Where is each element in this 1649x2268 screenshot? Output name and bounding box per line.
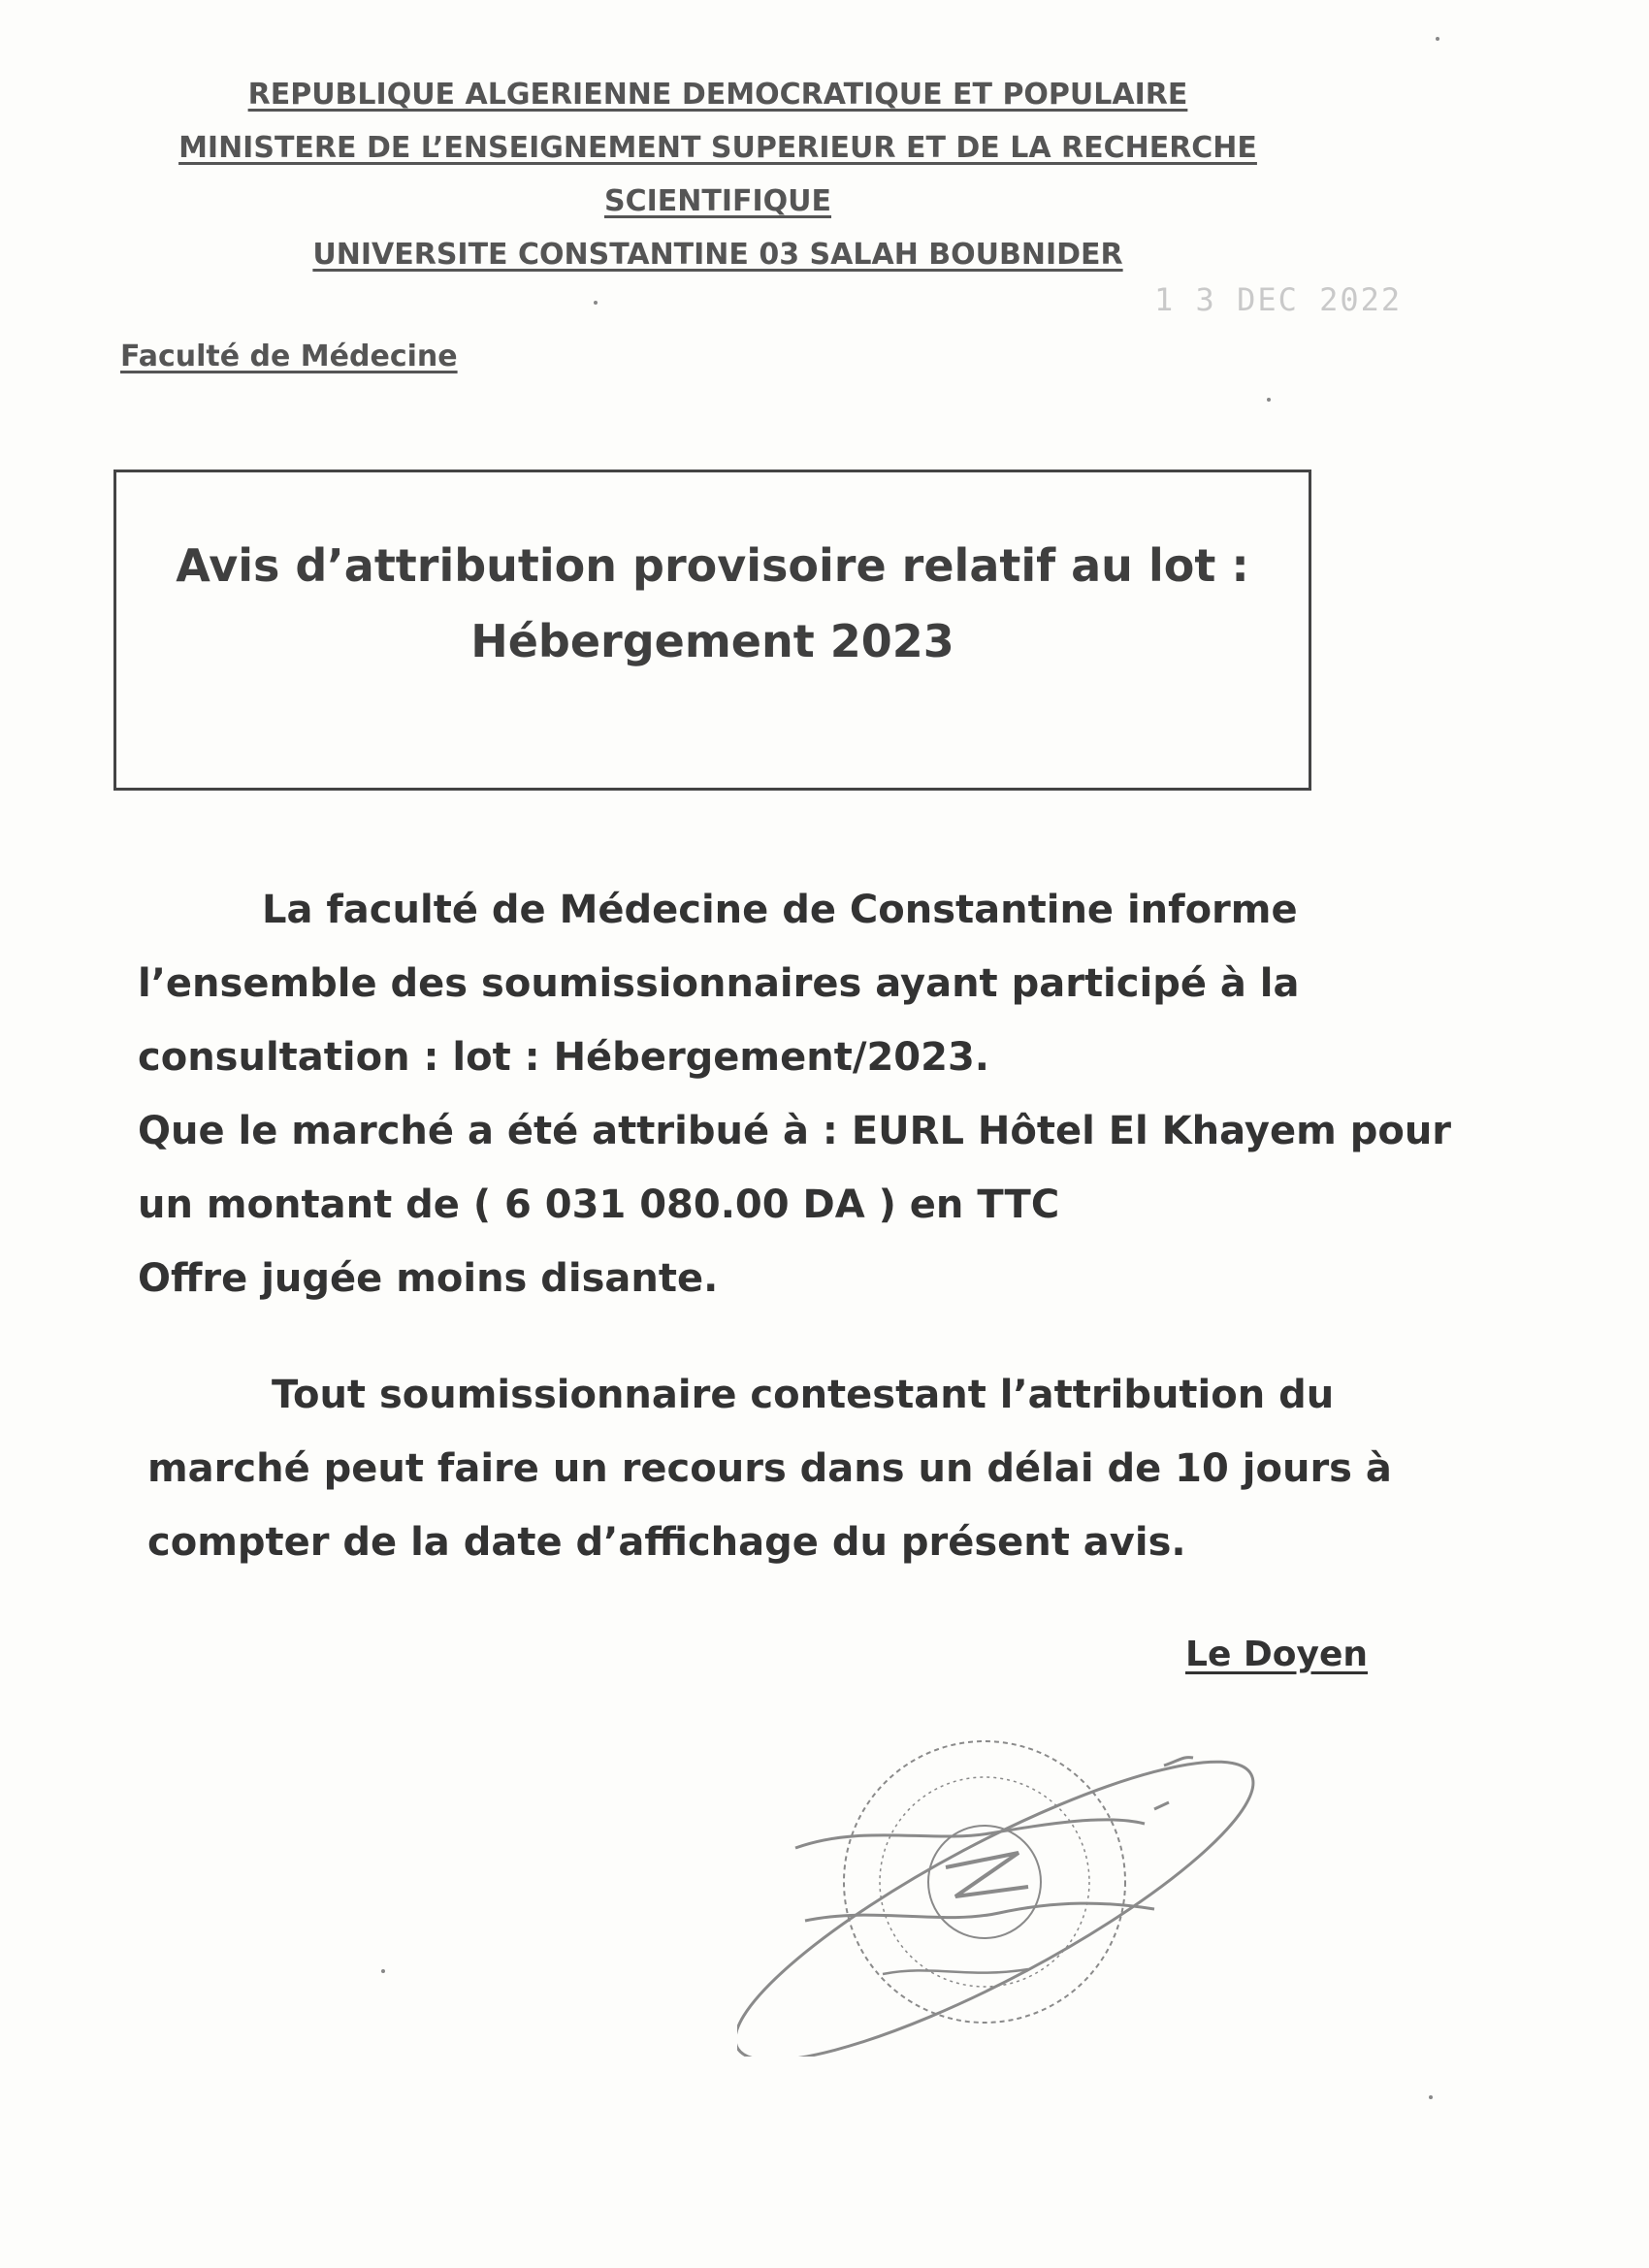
faculty-name: Faculté de Médecine: [120, 340, 458, 373]
body-line: Tout soumissionnaire contestant l’attribution du: [272, 1373, 1335, 1417]
scan-speck: [1436, 37, 1439, 41]
scan-speck: [1267, 398, 1271, 402]
notice-body-paragraph-1: [138, 873, 1452, 1315]
body-line: compter de la date d’affichage du présent avis.: [147, 1520, 1186, 1565]
scan-speck: [1429, 2095, 1433, 2099]
body-line: un montant de ( 6 031 080.00 DA ) en TTC: [138, 1183, 1060, 1227]
letterhead-ministry-cont: SCIENTIFIQUE: [603, 184, 832, 218]
letterhead-republic: REPUBLIQUE ALGERIENNE DEMOCRATIQUE ET POPULAIRE: [247, 78, 1188, 112]
letterhead: [0, 68, 1436, 281]
official-seal-icon: [737, 1688, 1339, 2057]
signatory-title: Le Doyen: [1185, 1635, 1369, 1674]
body-line: Que le marché a été attribué à : EURL Hôtel El Khayem pour: [138, 1109, 1452, 1153]
body-line: consultation : lot : Hébergement/2023.: [138, 1035, 989, 1080]
date-stamp: 1 3 DEC 2022: [1154, 281, 1403, 318]
letterhead-ministry: MINISTERE DE L’ENSEIGNEMENT SUPERIEUR ET DE LA RECHERCHE: [178, 131, 1257, 165]
body-line: marché peut faire un recours dans un délai de 10 jours à: [147, 1446, 1392, 1491]
scan-speck: [381, 1969, 385, 1973]
letterhead-university: UNIVERSITE CONSTANTINE 03 SALAH BOUBNIDER: [312, 238, 1123, 272]
scan-speck: [594, 301, 598, 305]
body-line: l’ensemble des soumissionnaires ayant participé à la: [138, 961, 1300, 1006]
notice-body-paragraph-2: [147, 1358, 1392, 1579]
body-line: Offre jugée moins disante.: [138, 1256, 719, 1301]
title-box: [113, 470, 1311, 791]
notice-title: Avis d’attribution provisoire relatif au lot : Hébergement 2023: [176, 539, 1249, 667]
body-line: La faculté de Médecine de Constantine informe: [262, 888, 1298, 932]
